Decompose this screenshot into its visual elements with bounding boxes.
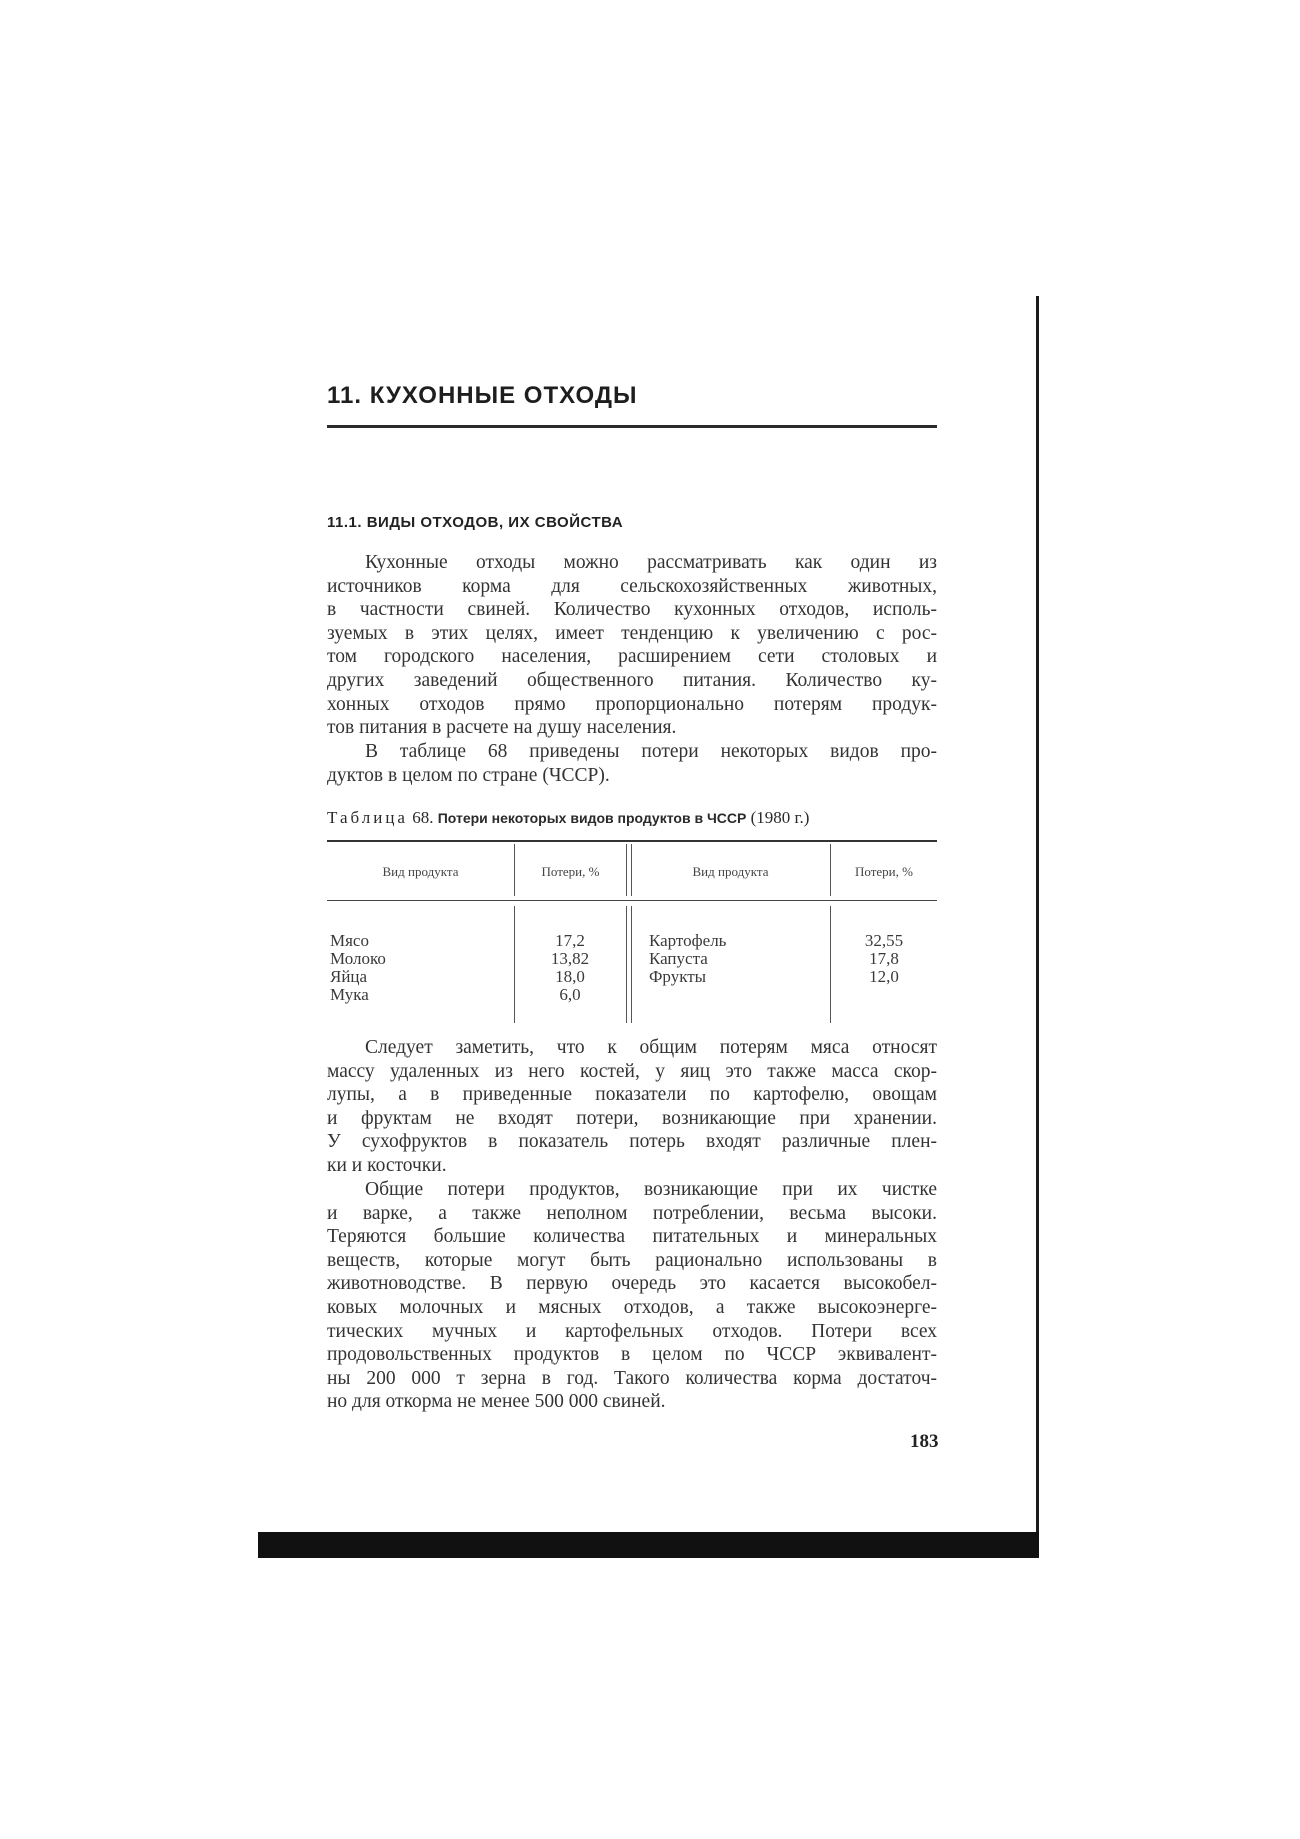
table-caption-year: (1980 г.) xyxy=(750,808,810,827)
table-column-left-losses xyxy=(515,932,625,1004)
paragraph-line: ковых молочных и мясных отходов, а также высокоэнерге- xyxy=(327,1296,937,1318)
chapter-title-rule xyxy=(327,425,937,428)
table-cell: Яйца xyxy=(330,967,368,986)
table-cell: 6,0 xyxy=(559,985,581,1004)
table-column-left-products xyxy=(330,932,386,1004)
paragraph-line: В таблице 68 приведены потери некоторых видов про- xyxy=(365,741,937,762)
paragraph-line: массу удаленных из него костей, у яиц это также масса скор- xyxy=(327,1060,937,1082)
paragraph-2 xyxy=(327,740,937,787)
table-cell: Мука xyxy=(330,985,369,1004)
paragraph-line: том городского населения, расширением сети столовых и xyxy=(327,646,937,668)
table-cell: Фрукты xyxy=(649,967,707,986)
table-header-product: Вид продукта xyxy=(382,864,459,879)
paragraph-line: ки и косточки. xyxy=(327,1154,447,1176)
paragraph-line: лупы, а в приведенные показатели по картофелю, овощам xyxy=(327,1084,937,1106)
paragraph-line: Следует заметить, что к общим потерям мяса относят xyxy=(365,1037,937,1058)
paragraph-line: Общие потери продуктов, возникающие при их чистке xyxy=(365,1179,937,1200)
paragraph-line: но для откорма не менее 500 000 свиней. xyxy=(327,1391,666,1413)
table-cell: 18,0 xyxy=(555,967,585,986)
paragraph-line: продовольственных продуктов в целом по ЧССР эквивалент- xyxy=(327,1344,937,1366)
paragraph-line: тов питания в расчете на душу населения. xyxy=(327,717,677,739)
paragraph-line: веществ, которые могут быть рационально использованы в xyxy=(327,1249,937,1271)
paragraph-line: дуктов в целом по стране (ЧССР). xyxy=(327,764,610,786)
losses-table xyxy=(327,840,937,1025)
paragraph-line: источников корма для сельскохозяйственных животных, xyxy=(327,575,937,597)
table-cell: 17,2 xyxy=(555,931,585,950)
table-cell: 13,82 xyxy=(550,949,590,968)
table-column-divider xyxy=(626,906,632,1023)
table-header-losses: Потери, % xyxy=(541,864,600,879)
paragraph-line: Теряются большие количества питательных и минеральных xyxy=(327,1226,937,1248)
table-cell: Молоко xyxy=(330,949,386,968)
table-cell: 17,8 xyxy=(869,949,899,968)
paragraph-line: Кухонные отходы можно рассматривать как один из xyxy=(365,552,937,573)
paragraph-line: и варке, а также неполном потреблении, весьма высоки. xyxy=(327,1202,937,1224)
table-cell: 12,0 xyxy=(869,967,899,986)
paragraph-line: животноводстве. В первую очередь это касается высокобел- xyxy=(327,1273,937,1295)
paragraph-1 xyxy=(327,551,937,740)
table-caption-label: Таблица xyxy=(327,808,408,827)
page-number: 183 xyxy=(910,1431,939,1452)
table-column-right-products xyxy=(649,932,726,986)
page-edge-line xyxy=(1036,296,1039,1558)
table-cell: Капуста xyxy=(649,949,708,968)
table-header-rule xyxy=(327,900,937,901)
paragraph-line: тических мучных и картофельных отходов. Потери всех xyxy=(327,1320,937,1342)
paragraph-line: хонных отходов прямо пропорционально потерям продук- xyxy=(327,693,937,715)
paragraph-4 xyxy=(327,1178,937,1414)
table-top-rule xyxy=(327,840,937,842)
paragraph-line: и фруктам не входят потери, возникающие при хранении. xyxy=(327,1107,937,1129)
table-caption-number: 68. xyxy=(412,808,434,827)
paragraph-line: ны 200 000 т зерна в год. Такого количества корма достаточ- xyxy=(327,1367,937,1389)
table-caption-title: Потери некоторых видов продуктов в ЧССР xyxy=(437,810,747,826)
table-column-right-losses xyxy=(831,932,937,986)
table-cell: 32,55 xyxy=(864,931,904,950)
paragraph-line: других заведений общественного питания. Количество ку- xyxy=(327,669,937,691)
paragraph-line: зуемых в этих целях, имеет тенденцию к увеличению с рос- xyxy=(327,622,937,644)
table-header-losses: Потери, % xyxy=(855,864,913,879)
scan-bottom-bar xyxy=(258,1532,1039,1558)
table-header-product: Вид продукта xyxy=(692,864,769,879)
chapter-title: 11. КУХОННЫЕ ОТХОДЫ xyxy=(327,382,638,409)
table-cell: Мясо xyxy=(330,931,369,950)
section-title: 11.1. ВИДЫ ОТХОДОВ, ИХ СВОЙСТВА xyxy=(327,514,624,531)
paragraph-line: У сухофруктов в показатель потерь входят различные плен- xyxy=(327,1131,937,1153)
paragraph-line: в частности свиней. Количество кухонных отходов, исполь- xyxy=(327,599,937,621)
paragraph-3 xyxy=(327,1036,937,1178)
table-cell: Картофель xyxy=(649,931,727,950)
table-caption xyxy=(327,808,809,828)
